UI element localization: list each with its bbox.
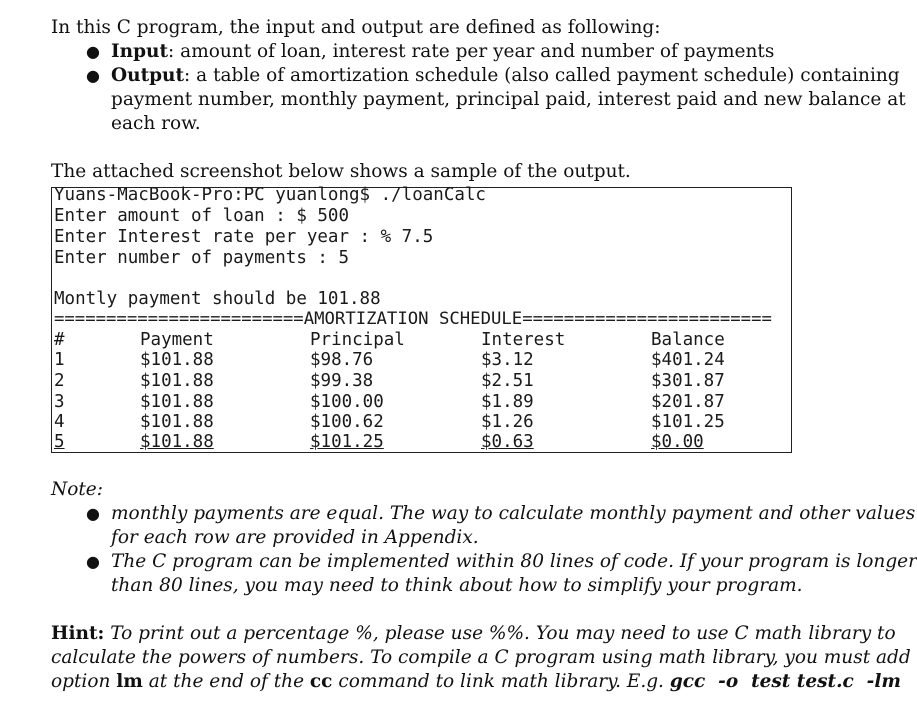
row-balance: $401.24 xyxy=(651,350,725,370)
note-label xyxy=(51,478,103,502)
hint-line-1 xyxy=(51,622,896,646)
row-payment: $101.88 xyxy=(140,432,214,452)
header-balance: Balance xyxy=(651,330,725,350)
sample-line: The attached screenshot below shows a sample of the output. xyxy=(51,161,631,182)
terminal-input-payments: Enter number of payments : 5 xyxy=(54,248,350,268)
row-number: 1 xyxy=(54,350,65,370)
terminal-prompt: Yuans-MacBook-Pro:PC yuanlong$ ./loanCalc xyxy=(54,185,486,205)
row-payment: $101.88 xyxy=(140,412,214,432)
bullet-dot-icon: ● xyxy=(86,504,100,523)
input-label: Input xyxy=(111,41,169,62)
header-number: # xyxy=(54,330,65,350)
row-payment: $101.88 xyxy=(140,350,214,370)
row-interest: $2.51 xyxy=(481,371,534,391)
note-bullet-2-cont xyxy=(111,574,803,598)
output-text-cont2: each row. xyxy=(111,113,201,134)
row-interest: $1.89 xyxy=(481,392,534,412)
hint-compile-command: gcc -o test test.c -lm xyxy=(669,671,901,692)
terminal-screenshot xyxy=(51,187,792,453)
hint-line-3 xyxy=(51,670,901,694)
row-number: 2 xyxy=(54,371,65,391)
row-principal: $101.25 xyxy=(310,432,384,452)
hint-label: Hint: xyxy=(51,623,105,644)
terminal-input-rate: Enter Interest rate per year : % 7.5 xyxy=(54,227,434,247)
note-bullet-1-cont-text: for each row are provided in Appendix. xyxy=(111,527,479,548)
note-bullet-1-text: monthly payments are equal. The way to calculate monthly payment and other values xyxy=(111,503,916,524)
schedule-divider: ========================AMORTIZATION SCHEDULE======================== xyxy=(54,309,772,329)
header-principal: Principal xyxy=(310,330,405,350)
hint-text-3c: command to link math library. E.g. xyxy=(332,671,670,692)
row-number: 4 xyxy=(54,412,65,432)
row-principal: $100.62 xyxy=(310,412,384,432)
hint-text-3a: option xyxy=(51,671,117,692)
note-bullet-1-cont xyxy=(111,526,479,550)
intro-line: In this C program, the input and output are defined as following: xyxy=(51,17,661,38)
bullet-dot-icon: ● xyxy=(86,42,100,61)
hint-text-3b: at the end of the xyxy=(142,671,310,692)
note-bullet-2-cont-text: than 80 lines, you may need to think about how to simplify your program. xyxy=(111,575,803,596)
note-bullet-2 xyxy=(111,550,917,574)
header-interest: Interest xyxy=(481,330,566,350)
row-interest: $1.26 xyxy=(481,412,534,432)
hint-text-2: calculate the powers of numbers. To compile a C program using math library, you must add xyxy=(51,647,911,668)
hint-cc: cc xyxy=(309,671,333,692)
note-bullet-2-text: The C program can be implemented within 80 lines of code. If your program is longer xyxy=(111,551,917,572)
row-payment: $101.88 xyxy=(140,371,214,391)
hint-lm: lm xyxy=(116,671,143,692)
row-number: 3 xyxy=(54,392,65,412)
row-interest: $0.63 xyxy=(481,432,534,452)
input-text: : amount of loan, interest rate per year and number of payments xyxy=(168,41,775,62)
row-balance: $0.00 xyxy=(651,432,704,452)
row-interest: $3.12 xyxy=(481,350,534,370)
bullet-dot-icon: ● xyxy=(86,66,100,85)
terminal-input-loan: Enter amount of loan : $ 500 xyxy=(54,206,350,226)
row-payment: $101.88 xyxy=(140,392,214,412)
terminal-monthly-payment: Montly payment should be 101.88 xyxy=(54,289,381,309)
output-text-cont1: payment number, monthly payment, principal paid, interest paid and new balance at xyxy=(111,89,906,110)
row-principal: $98.76 xyxy=(310,350,374,370)
hint-text-1: To print out a percentage %, please use %%. You may need to use C math library to xyxy=(110,623,896,644)
output-label: Output xyxy=(111,65,185,86)
note-label-text: Note: xyxy=(51,479,103,500)
row-balance: $301.87 xyxy=(651,371,725,391)
output-bullet xyxy=(111,64,900,88)
hint-line-2 xyxy=(51,646,911,670)
header-payment: Payment xyxy=(140,330,214,350)
row-principal: $100.00 xyxy=(310,392,384,412)
bullet-dot-icon: ● xyxy=(86,552,100,571)
row-number: 5 xyxy=(54,432,65,452)
row-principal: $99.38 xyxy=(310,371,374,391)
row-balance: $101.25 xyxy=(651,412,725,432)
row-balance: $201.87 xyxy=(651,392,725,412)
note-bullet-1 xyxy=(111,502,915,526)
input-bullet xyxy=(111,40,774,64)
output-text: : a table of amortization schedule (also called payment schedule) containing xyxy=(184,65,900,86)
